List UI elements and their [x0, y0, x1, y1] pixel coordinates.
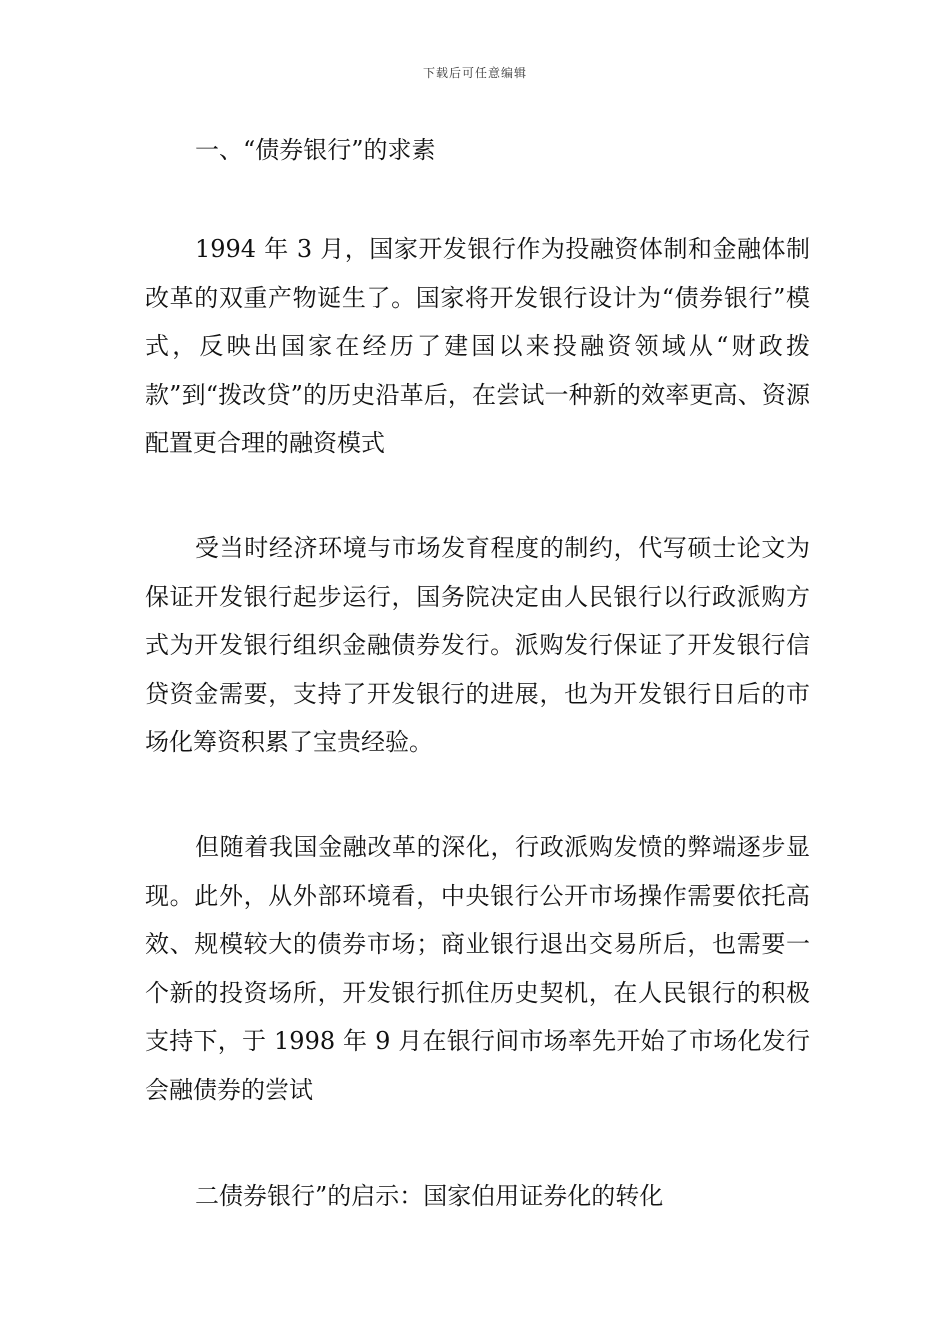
section-heading-1: 一、“债券银行”的求素 — [195, 136, 436, 164]
paragraph-1: 1994 年 3 月，国家开发银行作为投融资体制和金融体制改革的双重产物诞生了。国家将开发银行设计为“债券银行”模式，反映出国家在经历了建国以来投融资领域从“财政拨款”到“拨改贷”的历史沿革后，在尝试一种新的效率更高、资源配置更合理的融资模式 — [145, 235, 810, 457]
paragraph-2: 受当时经济环境与市场发育程度的制约，代写硕士论文为保证开发银行起步运行，国务院决定由人民银行以行政派购方式为开发银行组织金融债券发行。派购发行保证了开发银行信贷资金需要，支持了开发银行的进展，也为开发银行日后的市场化筹资积累了宝贵经验。 — [145, 534, 810, 756]
header-note: 下载后可任意编辑 — [422, 66, 527, 80]
section-heading-2: 二债券银行”的启示：国家伯用证券化的转化 — [195, 1182, 664, 1210]
paragraph-3: 但随着我国金融改革的深化，行政派购发愤的弊端逐步显现。此外，从外部环境看，中央银行公开市场操作需要依托高效、规模较大的债券市场；商业银行退出交易所后，也需要一个新的投资场所，开发银行抓住历史契机，在人民银行的积极支持下，于 1998 年 9 月在银行间市场率先开始了市场化发行会融债券的尝试 — [145, 833, 810, 1104]
